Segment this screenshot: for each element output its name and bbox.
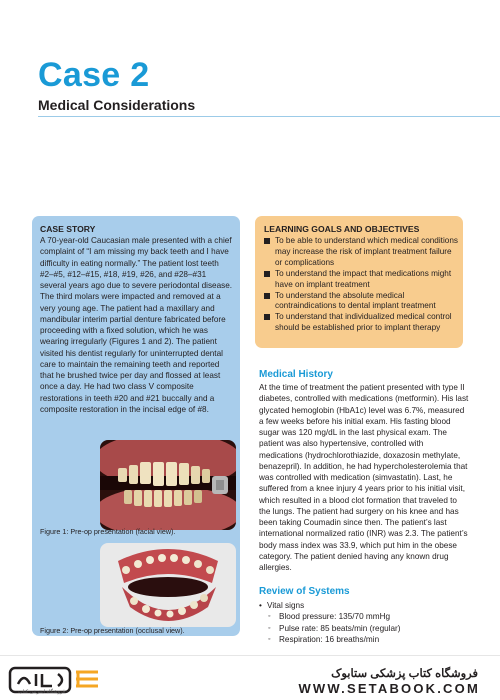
- square-bullet-icon: [264, 293, 270, 299]
- figure-2-occlusal-photo: [100, 543, 236, 627]
- learning-goal-text: To understand the absolute medical contraindications to dental implant treatment: [275, 290, 436, 311]
- square-bullet-icon: [264, 271, 270, 277]
- review-of-systems-list: [259, 600, 469, 645]
- case-story-box: [32, 216, 240, 636]
- footer-url-link[interactable]: WWW.SETABOOK.COM: [298, 681, 480, 696]
- vital-sign-item: ◦ Pulse rate: 85 beats/min (regular): [259, 623, 469, 634]
- case-subtitle: Medical Considerations: [38, 97, 196, 113]
- vital-sign-item: ◦ Blood pressure: 135/70 mmHg: [259, 611, 469, 622]
- learning-goals-list: [264, 236, 458, 334]
- teeth-facial-image: [100, 440, 236, 530]
- square-bullet-icon: [264, 314, 270, 320]
- figure-1-facial-photo: [100, 440, 236, 530]
- learning-goal-item: [264, 312, 458, 334]
- footer-persian-text: فروشگاه کتاب پزشکی ستابوک: [331, 668, 478, 680]
- learning-goals-box: [255, 216, 463, 348]
- teeth-occlusal-image: [100, 543, 236, 627]
- figure-2-caption: Figure 2: Pre-op presentation (occlusal view).: [40, 626, 185, 635]
- setabook-footer-banner: [0, 655, 500, 700]
- medical-history-heading: Medical History: [259, 369, 333, 380]
- learning-goal-text: To understand the impact that medications might have on implant treatment: [275, 268, 452, 289]
- learning-goal-text: To understand that individualized medical control should be established prior to implant therapy: [275, 312, 452, 333]
- learning-goal-item: [264, 291, 458, 313]
- title-divider: [38, 116, 500, 117]
- case-story-heading: CASE STORY: [40, 224, 96, 234]
- case-story-paragraph: A 70-year-old Caucasian male presented with a chief complaint of “I am missing my back teeth and I have difficulty in eating normally.” The patient lost teeth #2–#5, #12–#15, #18, #19, #26, and #28–#31 several years ago due to severe periodontal disease. The third molars were impacted and removed at a very young age. The patient had a maxillary and mandibular interim partial denture fabricated before proceeding with a fixed solution, which he was wearing irregularly (Figures 1 and 2). The patient visited his dentist regularly for uninterrupted dental care to maintain the remaining teeth and reported that he brushed twice per day and flossed at least once a day. He had two class V composite restorations in teeth #20 and #21 buccally and a composite restoration in the incisal edge of #8.: [40, 236, 233, 414]
- logo-tagline: فروشگاه اینترنتی کتاب: [18, 689, 66, 695]
- learning-goal-item: [264, 236, 458, 269]
- medical-history-text: At the time of treatment the patient presented with type II diabetes, controlled with medications (metformin). His last glycated hemoglobin (HbA1c) level was 6.7%, measured a few weeks before his initial exam. His fasting blood sugar was 120 mg/dL in the last physical exam. The patient was also hypertensive, controlled with medications (hydrochlorothiazide, doxazosin methylate, benazepril). In addition, he had hypercholesterolemia that was controlled with medication (simvastatin). Last, he suffered from a knee injury 4 years prior to his initial visit, which resulted in a blood clot formation that traveled to the lungs. The patient had surgery on his knee and has been taking Coumadin since then. The patient’s last international normalized ratio (INR) was 2.3. The patient’s body mass index was 33.9, which put him in the obese category. The patient denied having any known drug allergies.: [259, 383, 469, 572]
- figure-1-caption: Figure 1: Pre-op presentation (facial view).: [40, 527, 176, 536]
- case-story-text: [40, 235, 234, 415]
- learning-goal-item: [264, 269, 458, 291]
- review-of-systems-heading: Review of Systems: [259, 586, 350, 597]
- learning-goals-heading: LEARNING GOALS AND OBJECTIVES: [264, 224, 420, 234]
- vital-sign-item: ◦ Respiration: 16 breaths/min: [259, 634, 469, 645]
- vital-signs-label: • Vital signs: [259, 600, 469, 611]
- case-title: Case 2: [38, 56, 150, 94]
- learning-goal-text: To be able to understand which medical conditions may increase the risk of implant treatment failure or complications: [275, 236, 458, 267]
- square-bullet-icon: [264, 238, 270, 244]
